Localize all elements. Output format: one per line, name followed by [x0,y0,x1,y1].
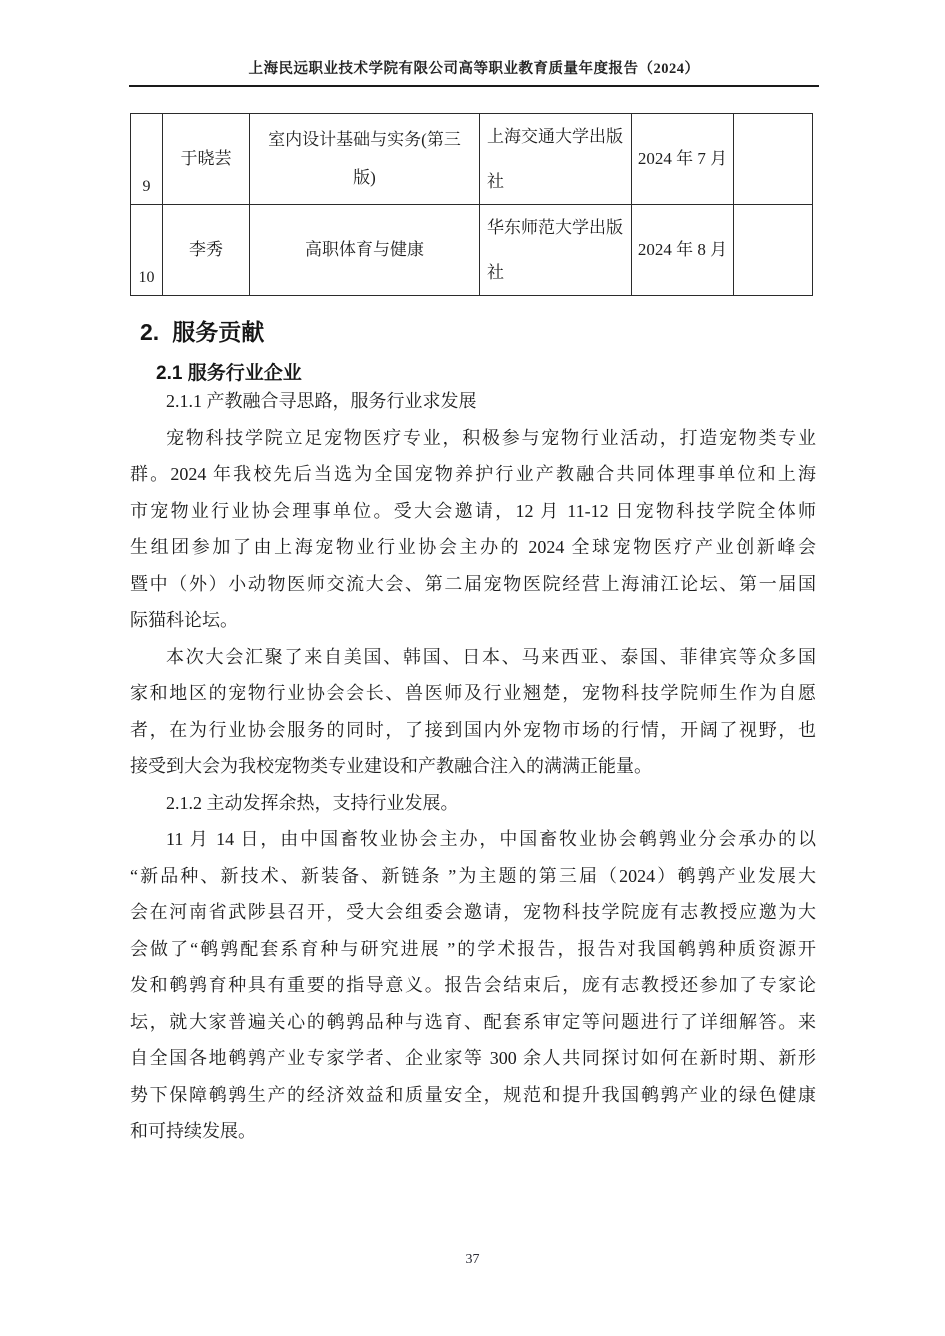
cell-author: 于晓芸 [163,114,250,205]
section-title: 服务贡献 [172,319,265,345]
cell-note [734,205,813,296]
subsection-heading-2-1-2: 2.1.2 主动发挥余热，支持行业发展。 [166,792,459,813]
section-number: 2. [140,319,160,345]
paragraph-line: 家和地区的宠物行业协会会长、兽医师及行业翘楚，宠物科技学院师生作为自愿 [130,683,816,703]
cell-author: 李秀 [163,205,250,296]
paragraph-line: 坛，就大家普遍关心的鹌鹑品种与选育、配套系审定等问题进行了详细解答。来 [130,1011,816,1032]
cell-publisher: 上海交通大学出版社 [480,114,632,205]
subsection-heading-2-1-1: 2.1.1 产教融合寻思路，服务行业求发展 [166,391,477,411]
paragraph-3 [130,821,816,1150]
cell-publisher: 华东师范大学出版社 [480,205,632,296]
paragraph-line: 群。2024 年我校先后当选为全国宠物养护行业产教融合共同体理事单位和上海 [130,464,816,484]
cell-date: 2024 年 8 月 [632,205,734,296]
cell-book-title: 高职体育与健康 [250,205,480,296]
paragraph-line: 发和鹌鹑育种具有重要的指导意义。报告会结束后，庞有志教授还参加了专家论 [130,975,816,995]
paragraph-line: 宠物科技学院立足宠物医疗专业，积极参与宠物行业活动，打造宠物类专业 [166,427,816,448]
running-header-title: 上海民远职业技术学院有限公司高等职业教育质量年度报告（2024） [248,61,700,77]
paragraph-line: 11 月 14 日，由中国畜牧业协会主办，中国畜牧业协会鹌鹑业分会承办的以 [166,829,816,849]
cell-note [734,114,813,205]
body-text [130,383,816,1150]
paragraph-line: 势下保障鹌鹑生产的经济效益和质量安全，规范和提升我国鹌鹑产业的绿色健康 [130,1084,816,1105]
table-row [131,205,813,296]
paragraph-line: 暨中（外）小动物医师交流大会、第二届宠物医院经营上海浦江论坛、第一届国 [130,573,816,594]
textbook-table [130,113,813,296]
paragraph-line: 和可持续发展。 [130,1121,256,1141]
paragraph-line: 生组团参加了由上海宠物业行业协会主办的 2024 全球宠物医疗产业创新峰会 [130,537,816,557]
cell-row-number: 10 [131,205,163,296]
table-row [131,114,813,205]
paragraph-line: 际猫科论坛。 [130,610,238,630]
paragraph-line: 者，在为行业协会服务的同时，了接到国内外宠物市场的行情，开阔了视野，也 [130,719,816,740]
paragraph-line: 本次大会汇聚了来自美国、韩国、日本、马来西亚、泰国、菲律宾等众多国 [166,646,816,667]
paragraph-line: 自全国各地鹌鹑产业专家学者、企业家等 300 余人共同探讨如何在新时期、新形 [130,1048,816,1068]
paragraph-line: “新品种、新技术、新装备、新链条 ”为主题的第三届（2024）鹌鹑产业发展大 [130,865,816,886]
paragraph-line: 接受到大会为我校宠物类专业建设和产教融合注入的满满正能量。 [130,756,652,776]
cell-book-title: 室内设计基础与实务(第三版) [250,114,480,205]
paragraph-line: 会做了“鹌鹑配套系育种与研究进展 ”的学术报告，报告对我国鹌鹑种质资源开 [130,938,816,959]
section-heading-2 [140,314,264,347]
page-number: 37 [465,1252,480,1267]
paragraph-1 [130,420,816,639]
subsection-heading-2-1: 2.1 服务行业企业 [156,363,302,384]
paragraph-2 [130,639,816,785]
paragraph-line: 市宠物业行业协会理事单位。受大会邀请，12 月 11-12 日宠物科技学院全体师 [130,500,816,521]
cell-date: 2024 年 7 月 [632,114,734,205]
paragraph-line: 会在河南省武陟县召开，受大会组委会邀请，宠物科技学院庞有志教授应邀为大 [130,902,816,922]
header-divider [129,85,819,87]
cell-row-number: 9 [131,114,163,205]
